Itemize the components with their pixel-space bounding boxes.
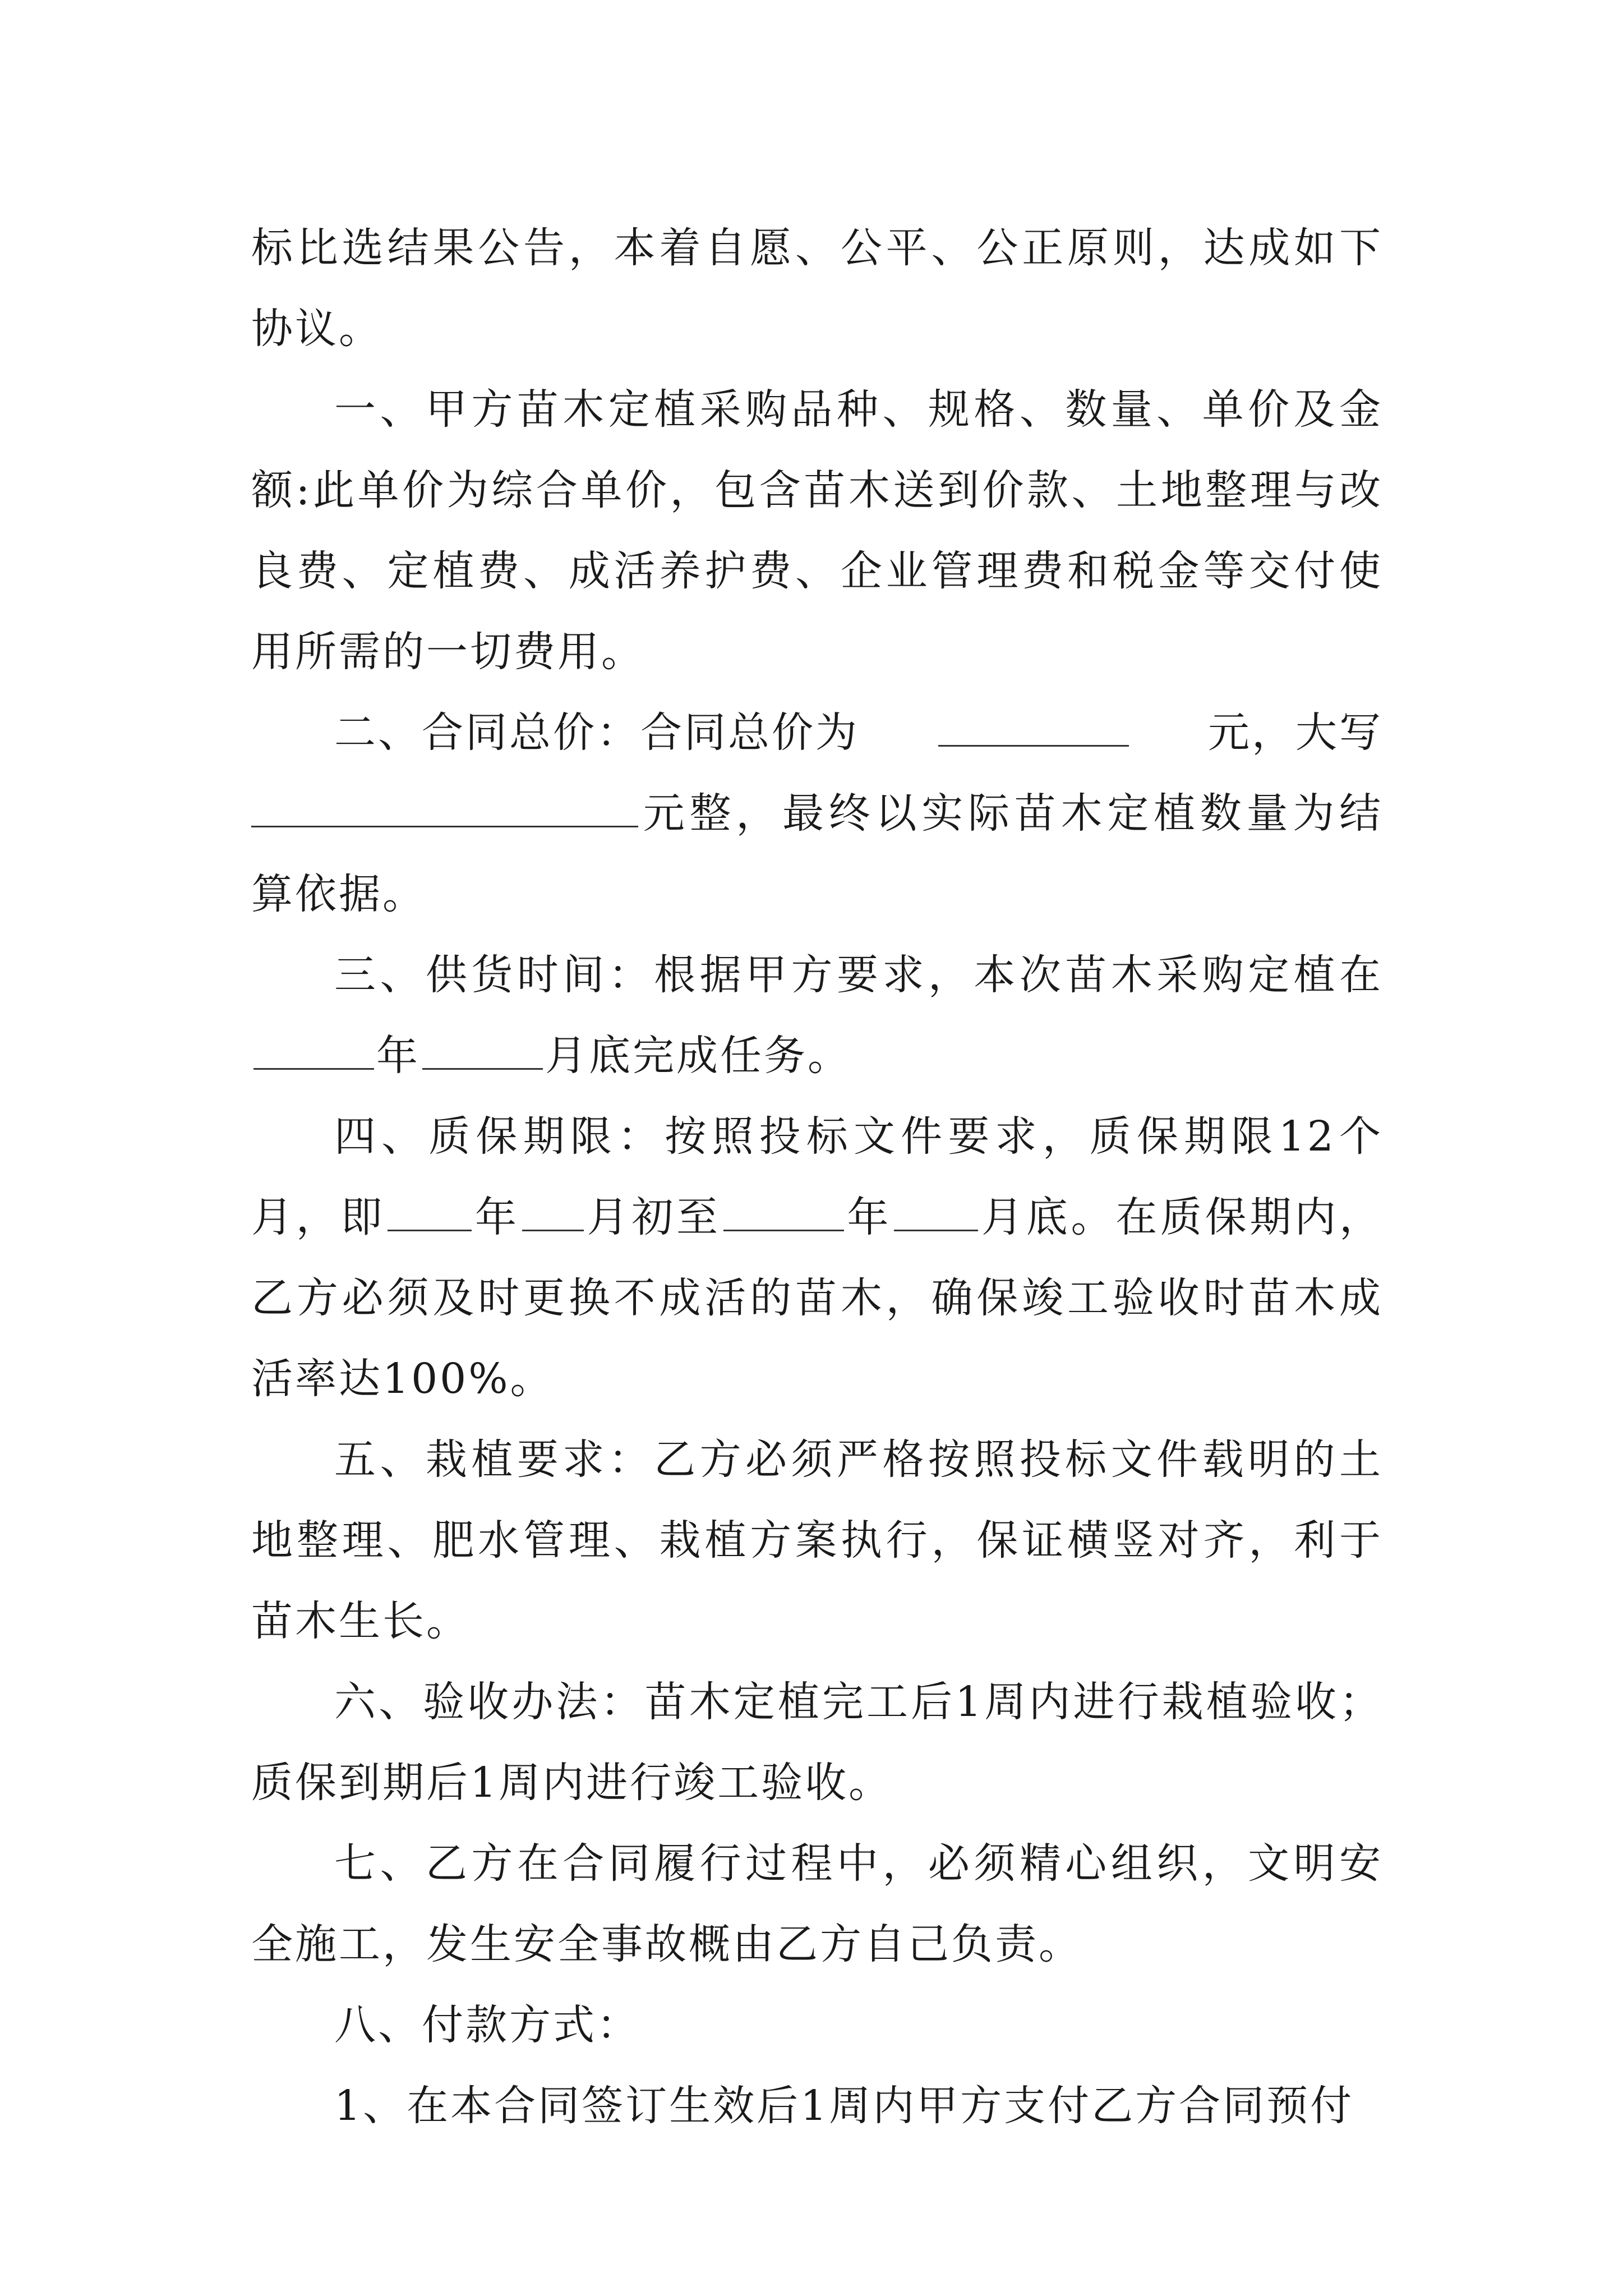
supply-month-blank [422,1029,543,1070]
paragraph-item-5: 五、栽植要求：乙方必须严格按照投标文件载明的土地整理、肥水管理、栽植方案执行，保证横竖对齐，利于苗木生长。 [251,1435,1383,1645]
item-2-text-yuan: 元，大写 [1208,708,1383,757]
paragraph-item-2 [251,692,1383,935]
paragraph-item-6: 六、验收办法：苗木定植完工后1周内进行栽植验收；质保到期后1周内进行竣工验收。 [251,1678,1383,1807]
item-2-rest [251,773,1383,935]
item-3-text-supply-time: 三、供货时间：根据甲方要求，本次苗木采购定植在 [334,951,1383,999]
item-4-text-warranty: 四、质保期限：按照投标文件要求，质保期限12个月，即 [251,1112,1383,1241]
paragraph-item-1: 一、甲方苗木定植采购品种、规格、数量、单价及金额:此单价为综合单价，包含苗木送到价款、土地整理与改良费、定植费、成活养护费、企业管理费和税金等交付使用所需的一切费用。 [251,385,1383,676]
item-2-text-contract-total: 二、合同总价：合同总价为 [334,708,859,757]
item-4-text-year-2: 年 [846,1193,892,1241]
item-3-text-year: 年 [376,1032,420,1080]
contract-amount-blank [938,706,1129,747]
item-4-text-year-1: 年 [474,1193,520,1241]
paragraph-item-3 [251,935,1383,1096]
item-4-text-month-end: 月底。在质保期内，乙方必须及时更换不成活的苗木，确保竣工验收时苗木成活率达100%。 [251,1193,1383,1403]
item-4-text-month-start: 月初至 [585,1193,721,1241]
warranty-start-year-blank [388,1190,472,1231]
supply-year-blank [253,1029,374,1070]
paragraph-item-4 [251,1096,1383,1419]
warranty-start-month-blank [522,1190,584,1231]
paragraph-item-8: 八、付款方式： [334,2001,640,2049]
paragraph-item-8-1: 1、在本合同签订生效后1周内甲方支付乙方合同预付 [334,2082,1354,2130]
item-2-text-settlement: 元整，最终以实际苗木定植数量为结算依据。 [251,789,1383,918]
paragraph-intro: 标比选结果公告，本着自愿、公平、公正原则，达成如下协议。 [251,224,1383,353]
item-2-first-line [251,692,1383,773]
document-body [251,208,1383,2146]
item-3-text-month-end: 月底完成任务。 [545,1032,851,1080]
paragraph-item-7: 七、乙方在合同履行过程中，必须精心组织，文明安全施工，发生安全事故概由乙方自己负责。 [251,1839,1383,1968]
warranty-end-year-blank [723,1190,844,1231]
contract-amount-words-blank [251,786,638,827]
warranty-end-month-blank [894,1190,978,1231]
